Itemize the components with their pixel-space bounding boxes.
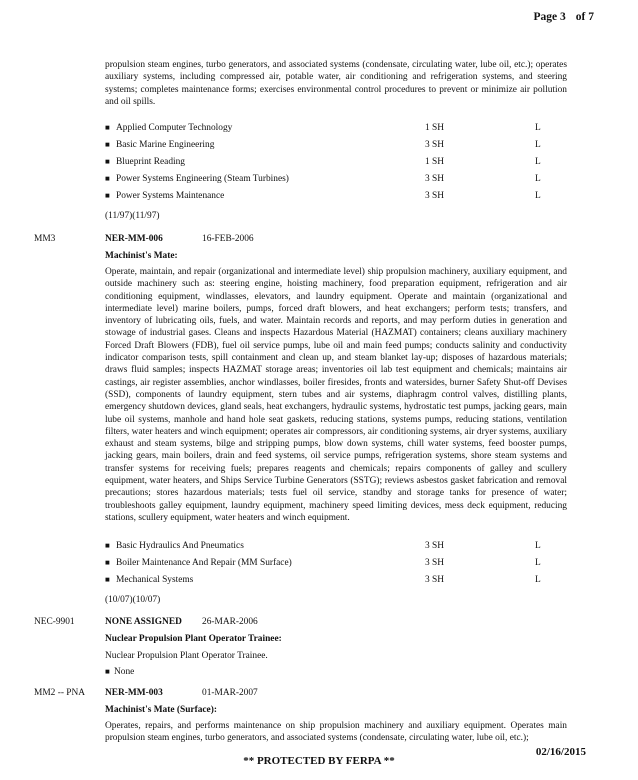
page-of-label: of 7 [575, 11, 594, 23]
course-row [105, 574, 575, 586]
course-credit: 3 SH [425, 541, 445, 551]
rating-code: MM2 -- PNA [34, 688, 86, 698]
block2-description: Operate, maintain, and repair (organizational and intermediate level) ship propulsion machinery, auxiliary equipment, and outside machinery such as: steering engine, hoisting machinery, food preparation equipment, refrigeration and air conditioning equipment, windlasses, elevators, and laundry equipment. Operate and maintain (organizational and intermediate level) marine boilers, pumps, forced draft blowers, and heat exchangers; perform tests; transfers, and inventory of lubricating oils, fuels, and water. Maintain records and reports, and may perform duties in generation and stowage of industrial gases. Cleans and inspects Hazardous Material (HAZMAT) containers; cleans auxiliary machinery Forced Draft Blowers (FDB), fuel oil service pumps, lube oil and main feed pumps; conducts salinity and conductivity indicator comparison tests, spill containment and clean up, and steam blanket lay-up; disposes of hazardous materials; draws fluid samples; inspects HAZMAT storage areas; inventories oil lab test equipment and chemicals; maintains air castings, air register assemblies, anchor windlasses, boiler firesides, fronts and watersides, burner Safety Shut-off Devises (SSD), components of laundry equipment, stern tubes and air systems, diaphragm control valves, distilling plants, emergency shutdown devices, gland seals, heat exchangers, hydraulic systems, hydrostatic test pumps, jacking gears, main lube oil systems, manhole and hand hole seat gaskets, reducing stations, systems pumps, reducing stations, ventilation filters, water heaters and winch equipment; operates air compressors, air conditioning systems, air dryer systems, auxiliary exhaust and steam systems, bilge and stripping pumps, blow down systems, chill water systems, feed booster pumps, jacking gears, main boilers, drain and feed systems, oil service pumps, refrigeration systems, shore steam systems and transfer systems for receiving fuels; prepares reagents and chemicals; repairs components of galley and scullery equipment, water heaters, and Ships Service Turbine Generators (SSTG); reviews asbestos gasket fabrication and removal precautions; stores hazardous materials; tests fuel oil service, standby and storage tanks for presence of water; troubleshoots galley equipment, laundry equipment, machinery speed limiting devices, mess deck equipment, reducing stations, scullery equipment, water heaters and winch equipment. [105, 267, 567, 523]
course-credit: 1 SH [425, 123, 445, 133]
course-name: Blueprint Reading [116, 157, 185, 167]
bullet-icon: ■ [105, 140, 110, 149]
course-level: L [535, 140, 541, 150]
course-row [105, 190, 575, 202]
rating-title: Nuclear Propulsion Plant Operator Trainee: [105, 634, 282, 644]
course-name: Boiler Maintenance And Repair (MM Surface) [116, 558, 292, 568]
block1-dates: (11/97)(11/97) [105, 211, 160, 221]
rating-title: Machinist's Mate: [105, 251, 178, 261]
block2-dates: (10/07)(10/07) [105, 595, 161, 605]
bullet-icon: ■ [105, 541, 110, 550]
rating-code: MM3 [34, 234, 56, 244]
course-credit: 3 SH [425, 191, 445, 201]
course-level: L [535, 558, 541, 568]
block3-description: Nuclear Propulsion Plant Operator Trainee. [105, 651, 268, 661]
footer-date: 02/16/2015 [535, 746, 586, 758]
page-number [524, 11, 594, 23]
rating-code: NEC-9901 [34, 617, 75, 627]
rating-date: 01-MAR-2007 [202, 688, 258, 698]
course-name: Power Systems Engineering (Steam Turbines) [116, 174, 289, 184]
page-label: Page 3 [533, 11, 566, 23]
block1-description: propulsion steam engines, turbo generators, and associated systems (condensate, circulating water, lube oil, etc.); operates auxiliary systems, including compressed air, potable water, air conditioning and refrigeration systems, and steering systems; completes maintenance forms; exercises environmental control procedures to prevent or minimize air pollution and oil spills. [105, 60, 567, 107]
course-row [105, 122, 575, 134]
course-credit: 1 SH [425, 157, 445, 167]
course-row [105, 156, 575, 168]
rating-id: NER-MM-006 [105, 234, 163, 244]
course-name: Basic Marine Engineering [116, 140, 215, 150]
rating-date: 16-FEB-2006 [202, 234, 254, 244]
course-level: L [535, 575, 541, 585]
rating-id: NONE ASSIGNED [105, 617, 182, 627]
ferpa-notice: ** PROTECTED BY FERPA ** [243, 755, 395, 767]
course-credit: 3 SH [425, 174, 445, 184]
rating-date: 26-MAR-2006 [202, 617, 258, 627]
course-credit: 3 SH [425, 575, 445, 585]
bullet-icon: ■ [105, 174, 110, 183]
bullet-icon: ■ [105, 667, 110, 676]
course-level: L [535, 123, 541, 133]
bullet-icon: ■ [105, 191, 110, 200]
course-row [105, 139, 575, 151]
course-name: Applied Computer Technology [116, 123, 233, 133]
course-level: L [535, 541, 541, 551]
course-name: Power Systems Maintenance [116, 191, 225, 201]
course-row [105, 540, 575, 552]
course-row [105, 557, 575, 569]
bullet-icon: ■ [105, 123, 110, 132]
course-credit: 3 SH [425, 140, 445, 150]
course-name: Basic Hydraulics And Pneumatics [116, 541, 244, 551]
course-level: L [535, 191, 541, 201]
course-level: L [535, 157, 541, 167]
course-name: None [114, 667, 135, 677]
course-credit: 3 SH [425, 558, 445, 568]
rating-title: Machinist's Mate (Surface): [105, 705, 217, 715]
rating-id: NER-MM-003 [105, 688, 163, 698]
course-name: Mechanical Systems [116, 575, 194, 585]
block4-description: Operates, repairs, and performs maintenance on ship propulsion machinery and auxiliary equipment. Operates main propulsion steam engines, turbo generators, and associated systems (condensate, circulating water, lube oil, etc.); [105, 721, 567, 744]
bullet-icon: ■ [105, 558, 110, 567]
course-level: L [535, 174, 541, 184]
course-row [105, 666, 575, 678]
bullet-icon: ■ [105, 157, 110, 166]
course-row [105, 173, 575, 185]
bullet-icon: ■ [105, 575, 110, 584]
